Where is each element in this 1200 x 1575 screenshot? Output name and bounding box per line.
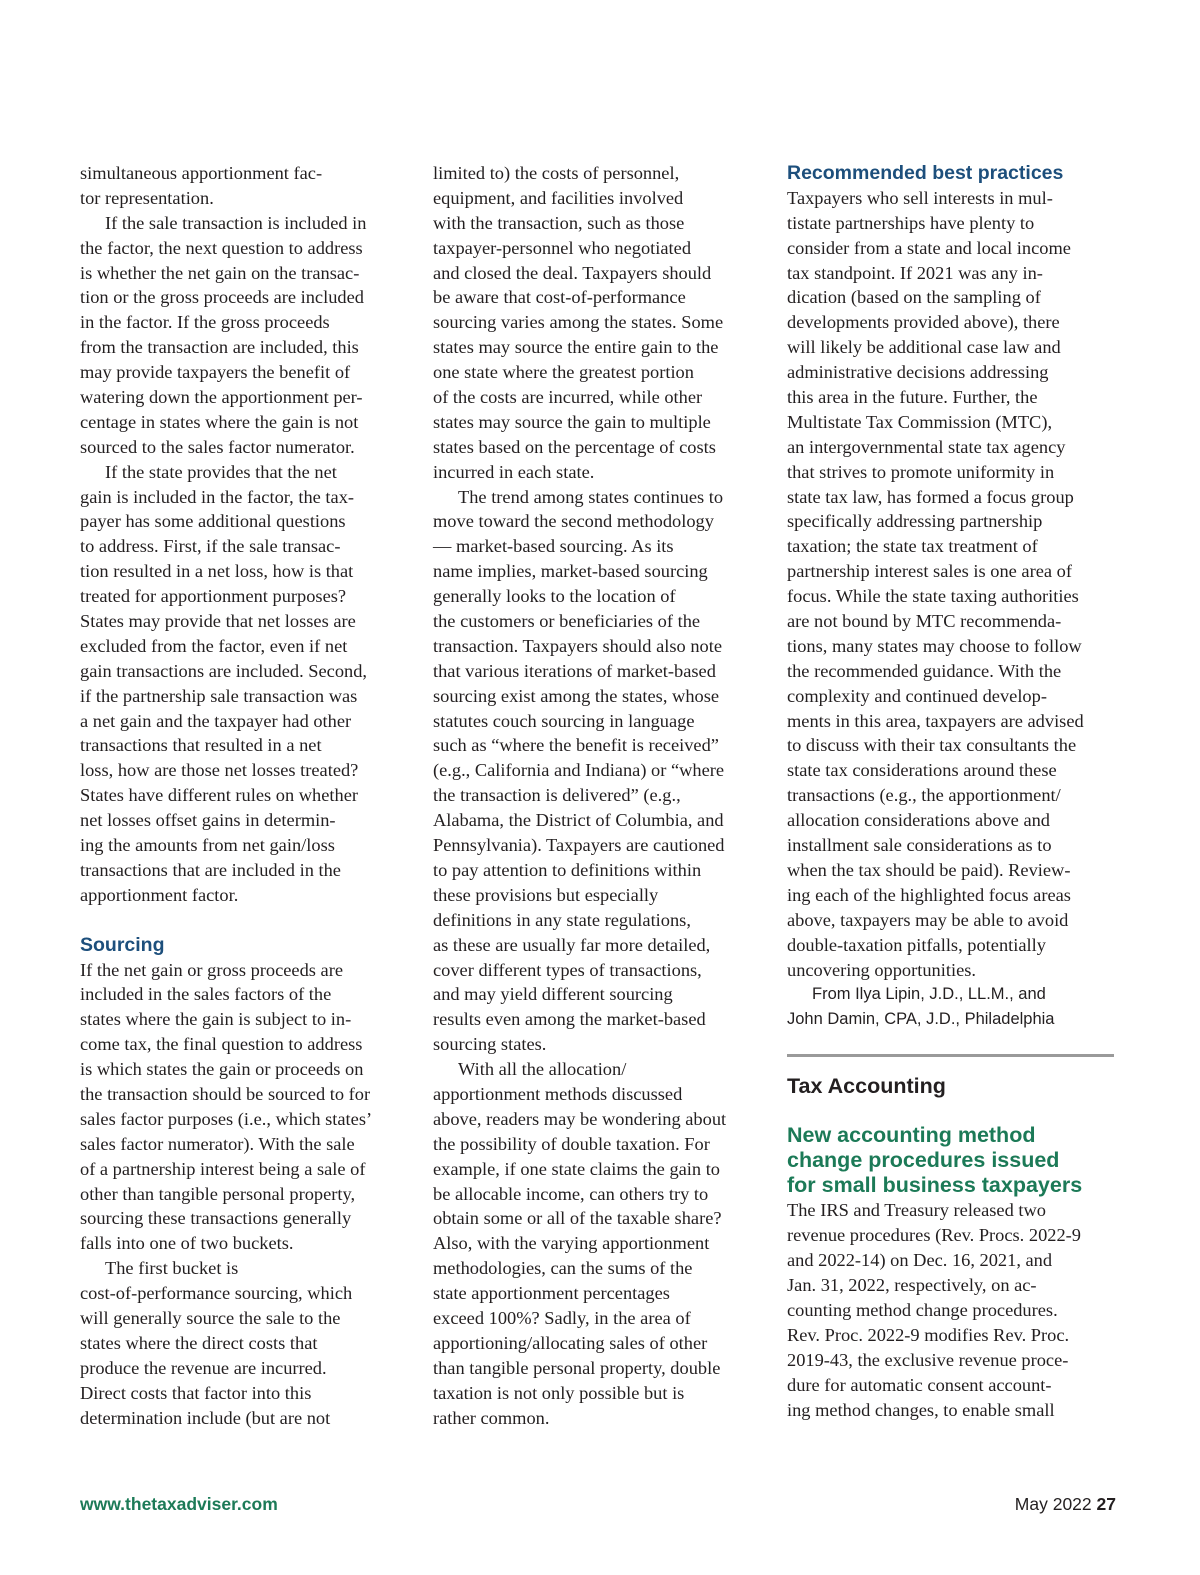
paragraph [80,460,410,908]
text-line: payer has some additional questions [80,511,346,532]
text-line: in the factor. If the gross proceeds [80,312,330,333]
text-line: than tangible personal property, double [433,1357,721,1378]
text-line: states may source the gain to multiple [433,411,711,432]
issue-date: May 2022 [1014,1494,1092,1514]
text-line: will likely be additional case law and [787,337,1061,358]
text-line: taxpayer-personnel who negotiated [433,237,692,258]
article-title-line: change procedures issued [787,1148,1060,1173]
text-line: the customers or beneficiaries of the [433,611,701,632]
text-line: example, if one state claims the gain to [433,1158,721,1179]
text-line: administrative decisions addressing [787,362,1049,383]
section-title: Tax Accounting [787,1074,946,1099]
text-line: move toward the second methodology [433,511,714,532]
text-line: to discuss with their tax consultants the [787,735,1077,756]
text-line: sourced to the sales factor numerator. [80,436,355,457]
text-line: — market-based sourcing. As its [433,536,674,557]
text-line: Rev. Proc. 2022-9 modifies Rev. Proc. [787,1324,1070,1345]
text-line: is whether the net gain on the transac- [80,262,360,283]
text-line: dication (based on the sampling of [787,287,1041,308]
text-line: focus. While the state taxing authorities [787,586,1079,607]
text-line: Multistate Tax Commission (MTC), [787,411,1053,432]
text-line: if the partnership sale transaction was [80,685,358,706]
website-url[interactable]: www.thetaxadviser.com [80,1494,278,1514]
text-line: net losses offset gains in determin- [80,810,336,831]
text-line: determination include (but are not [80,1407,331,1428]
paragraph [80,211,410,460]
page-number: 27 [1096,1494,1116,1514]
paragraph [80,161,410,211]
text-line: the factor, the next question to address [80,237,363,258]
text-line: tions, many states may choose to follow [787,635,1082,656]
text-line: other than tangible personal property, [80,1183,356,1204]
text-line: loss, how are those net losses treated? [80,760,359,781]
text-line: partnership interest sales is one area of [787,561,1072,582]
text-line: specifically addressing partnership [787,511,1043,532]
text-line: transactions that are included in the [80,859,341,880]
text-line: and may yield different sourcing [433,984,673,1005]
text-line: installment sale considerations as to [787,835,1052,856]
article-title-line: for small business taxpayers [787,1173,1083,1198]
text-line: when the tax should be paid). Review- [787,859,1071,880]
text-line: definitions in any state regulations, [433,909,691,930]
text-line: The IRS and Treasury released two [787,1200,1046,1221]
text-line: gain is included in the factor, the tax- [80,486,355,507]
text-line: revenue procedures (Rev. Procs. 2022-9 [787,1225,1081,1246]
text-line: Pennsylvania). Taxpayers are cautioned [433,835,725,856]
text-line: a net gain and the taxpayer had other [80,710,352,731]
text-line: apportioning/allocating sales of other [433,1332,708,1353]
paragraph [433,485,763,1057]
text-line: allocation considerations above and [787,810,1051,831]
text-line: The first bucket is [105,1258,239,1279]
text-line: The trend among states continues to [458,486,724,507]
text-line: 2019-43, the exclusive revenue proce- [787,1349,1069,1370]
text-line: methodologies, can the sums of the [433,1258,693,1279]
text-line: such as “where the benefit is received” [433,735,719,756]
text-line: apportionment methods discussed [433,1083,683,1104]
text-line: sales factor purposes (i.e., which states’ [80,1108,373,1129]
text-line: equipment, and facilities involved [433,187,684,208]
text-line: is which states the gain or proceeds on [80,1059,364,1080]
text-line: ing method changes, to enable small [787,1399,1055,1420]
text-line: exceed 100%? Sadly, in the area of [433,1307,691,1328]
text-line: apportionment factor. [80,884,239,905]
text-line: double-taxation pitfalls, potentially [787,934,1046,955]
spacer [80,908,410,933]
text-line: consider from a state and local income [787,237,1071,258]
text-line: counting method change procedures. [787,1299,1058,1320]
text-line: watering down the apportionment per- [80,387,363,408]
article-title [787,1123,1117,1198]
text-line: that strives to promote uniformity in [787,461,1055,482]
text-line: to pay attention to definitions within [433,859,702,880]
text-line: that various iterations of market-based [433,660,716,681]
section-divider [787,1054,1114,1057]
best-practices-heading: Recommended best practices [787,162,1064,184]
column-3 [787,161,1117,1422]
text-line: falls into one of two buckets. [80,1233,294,1254]
text-line: tion or the gross proceeds are included [80,287,364,308]
text-line: sourcing these transactions generally [80,1208,352,1229]
text-line: generally looks to the location of [433,586,676,607]
text-line: treated for apportionment purposes? [80,586,347,607]
text-line: If the sale transaction is included in [105,212,367,233]
text-line: transaction. Taxpayers should also note [433,635,722,656]
paragraph [80,1256,410,1430]
text-line: are not bound by MTC recommenda- [787,611,1062,632]
text-line: transactions that resulted in a net [80,735,322,756]
text-line: these provisions but especially [433,884,659,905]
paragraph [433,161,763,485]
text-line: With all the allocation/ [458,1059,627,1080]
text-line: of the costs are incurred, while other [433,387,703,408]
text-line: Jan. 31, 2022, respectively, on ac- [787,1275,1037,1296]
text-line: the recommended guidance. With the [787,660,1062,681]
column-1 [80,161,410,1430]
text-line: Also, with the varying apportionment [433,1233,710,1254]
text-line: ing the amounts from net gain/loss [80,835,335,856]
text-line: Alabama, the District of Columbia, and [433,810,724,831]
text-line: (e.g., California and Indiana) or “where [433,760,725,781]
text-line: included in the sales factors of the [80,984,332,1005]
text-line: If the net gain or gross proceeds are [80,959,343,980]
text-line: results even among the market-based [433,1009,706,1030]
text-line: Taxpayers who sell interests in mul- [787,187,1053,208]
text-line: and closed the deal. Taxpayers should [433,262,712,283]
text-line: tistate partnerships have plenty to [787,212,1035,233]
page-footer [1015,1494,1116,1515]
paragraph [787,186,1117,983]
text-line: obtain some or all of the taxable share? [433,1208,722,1229]
text-line: sourcing exist among the states, whose [433,685,720,706]
text-line: will generally source the sale to the [80,1307,341,1328]
text-line: with the transaction, such as those [433,212,685,233]
text-line: transactions (e.g., the apportionment/ [787,785,1061,806]
text-line: to address. First, if the sale transac- [80,536,341,557]
text-line: states where the gain is subject to in- [80,1009,352,1030]
text-line: from the transaction are included, this [80,337,359,358]
text-line: the transaction is delivered” (e.g., [433,785,681,806]
text-line: state tax law, has formed a focus group [787,486,1074,507]
paragraph [80,958,410,1257]
text-line: state apportionment percentages [433,1283,670,1304]
text-line: rather common. [433,1407,550,1428]
text-line: be aware that cost-of-performance [433,287,686,308]
column-2 [433,161,763,1430]
text-line: tax standpoint. If 2021 was any in- [787,262,1043,283]
text-line: as these are usually far more detailed, [433,934,711,955]
text-line: tor representation. [80,187,214,208]
text-line: sourcing varies among the states. Some [433,312,724,333]
credit-line: John Damin, CPA, J.D., Philadelphia [787,1010,1055,1029]
text-line: uncovering opportunities. [787,959,976,980]
text-line: States may provide that net losses are [80,611,356,632]
text-line: ing each of the highlighted focus areas [787,884,1071,905]
text-line: one state where the greatest portion [433,362,694,383]
text-line: simultaneous apportionment fac- [80,163,323,183]
text-line: sourcing states. [433,1034,547,1055]
author-credit [787,982,1117,1032]
text-line: an intergovernmental state tax agency [787,436,1066,457]
text-line: above, taxpayers may be able to avoid [787,909,1069,930]
text-line: name implies, market-based sourcing [433,561,708,582]
text-line: may provide taxpayers the benefit of [80,362,351,383]
text-line: be allocable income, can others try to [433,1183,709,1204]
paragraph [433,1057,763,1430]
text-line: Direct costs that factor into this [80,1382,312,1403]
text-line: tion resulted in a net loss, how is that [80,561,354,582]
text-line: limited to) the costs of personnel, [433,163,680,183]
text-line: cost-of-performance sourcing, which [80,1283,353,1304]
text-line: statutes couch sourcing in language [433,710,695,731]
text-line: incurred in each state. [433,461,595,482]
text-line: If the state provides that the net [105,461,337,482]
text-line: centage in states where the gain is not [80,411,359,432]
text-line: the possibility of double taxation. For [433,1133,710,1154]
credit-line: From Ilya Lipin, J.D., LL.M., and [812,985,1046,1004]
text-line: ments in this area, taxpayers are advised [787,710,1084,731]
text-line: taxation; the state tax treatment of [787,536,1038,557]
text-line: produce the revenue are incurred. [80,1357,327,1378]
text-line: excluded from the factor, even if net [80,635,348,656]
text-line: dure for automatic consent account- [787,1374,1052,1395]
text-line: taxation is not only possible but is [433,1382,685,1403]
text-line: state tax considerations around these [787,760,1057,781]
text-line: states where the direct costs that [80,1332,318,1353]
text-line: come tax, the final question to address [80,1034,363,1055]
text-line: this area in the future. Further, the [787,387,1038,408]
paragraph [787,1198,1117,1422]
article-title-line: New accounting method [787,1123,1036,1148]
text-line: and 2022-14) on Dec. 16, 2021, and [787,1250,1053,1271]
text-line: States have different rules on whether [80,785,358,806]
text-line: complexity and continued develop- [787,685,1047,706]
text-line: developments provided above), there [787,312,1060,333]
sourcing-heading: Sourcing [80,933,165,956]
text-line: of a partnership interest being a sale of [80,1158,366,1179]
text-line: gain transactions are included. Second, [80,660,368,681]
text-line: the transaction should be sourced to for [80,1083,371,1104]
text-line: states may source the entire gain to the [433,337,719,358]
text-line: states based on the percentage of costs [433,436,716,457]
text-line: above, readers may be wondering about [433,1108,727,1129]
text-line: sales factor numerator). With the sale [80,1133,355,1154]
text-line: cover different types of transactions, [433,959,702,980]
